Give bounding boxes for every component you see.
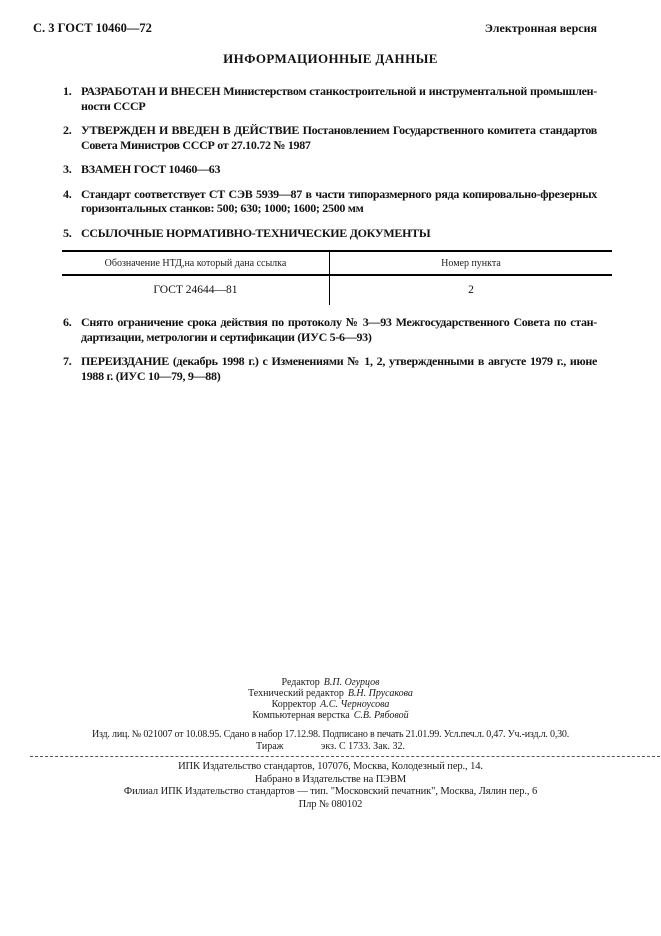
item-number: 5. xyxy=(63,225,72,240)
item-number: 1. xyxy=(63,84,72,98)
item-text: Снято ограничение срока действия по протоколу № 3—93 Межгосударственного Совета по стан- дартизации, метрологии и сертификации (ИУС 5-6—93) xyxy=(81,315,597,344)
table-header-punkt: Номер пункта xyxy=(441,258,501,269)
info-item-7 xyxy=(33,354,597,383)
reference-table xyxy=(62,250,612,305)
credit-name: В.Н. Прусакова xyxy=(347,688,413,699)
info-item-3 xyxy=(33,162,597,177)
item-number: 7. xyxy=(63,354,72,368)
item-number: 2. xyxy=(63,123,72,137)
credit-corrector xyxy=(33,699,628,710)
item-text: ПЕРЕИЗДАНИЕ (декабрь 1998 г.) с Изменениями № 1, 2, утвержденными в августе 1979 г., июне 1988 г. (ИУС 10—79, 9—88) xyxy=(81,354,597,383)
item-text: ВЗАМЕН ГОСТ 10460—63 xyxy=(81,162,221,176)
table-cell-ntd: ГОСТ 24644—81 xyxy=(62,276,330,305)
colophon xyxy=(33,677,628,811)
dashed-divider xyxy=(30,756,660,757)
credit-name: А.С. Черноусова xyxy=(320,699,390,710)
publisher-typeset-note: Набрано в Издательстве на ПЭВМ xyxy=(254,773,407,785)
item-text: ССЫЛОЧНЫЕ НОРМАТИВНО-ТЕХНИЧЕСКИЕ ДОКУМЕНТЫ xyxy=(81,225,431,240)
info-item-2 xyxy=(33,123,597,152)
credit-role: Редактор xyxy=(281,677,320,688)
table-row xyxy=(62,276,612,305)
credit-layout xyxy=(33,710,628,721)
table-header-row xyxy=(62,252,612,276)
imprint-line-2: Тираж экз. С 1733. Зак. 32. xyxy=(255,741,405,752)
item-text: Стандарт соответствует СТ СЭВ 5939—87 в части типоразмерного ряда копировально-фрезерных горизонтальных станков: 500; 630; 1000; 1600; 2500 мм xyxy=(81,186,597,215)
info-items xyxy=(33,84,597,383)
page-header-left: С. 3 ГОСТ 10460—72 xyxy=(33,21,152,35)
info-item-4 xyxy=(33,187,597,216)
publisher-license-number: Плр № 080102 xyxy=(298,798,363,810)
page-header xyxy=(33,21,597,36)
credit-name: С.В. Рябовой xyxy=(353,710,409,721)
credit-role: Корректор xyxy=(271,699,317,710)
info-item-5 xyxy=(33,226,597,241)
publisher-branch: Филиал ИПК Издательство стандартов — тип. "Московский печатник", Москва, Лялин пер., 6 xyxy=(123,786,538,797)
table-header-ntd: Обозначение НТД,на который дана ссылка xyxy=(62,252,330,274)
credits-block xyxy=(33,677,628,721)
item-number: 3. xyxy=(63,162,72,176)
credit-tech-editor xyxy=(33,688,628,699)
credit-role: Технический редактор xyxy=(248,688,344,699)
publisher-address: ИПК Издательство стандартов, 107076, Москва, Колодезный пер., 14. xyxy=(178,761,483,772)
page-header-right: Электронная версия xyxy=(484,21,597,35)
info-item-6 xyxy=(33,315,597,344)
page-title: ИНФОРМАЦИОННЫЕ ДАННЫЕ xyxy=(223,51,438,66)
imprint-line-1: Изд. лиц. № 021007 от 10.08.95. Сдано в набор 17.12.98. Подписано в печать 21.01.99. Усл.печ.л. 0,47. Уч.-изд.л. 0,30. xyxy=(91,729,570,740)
info-item-1 xyxy=(33,84,597,113)
credit-name: В.П. Огурцов xyxy=(323,677,380,688)
credit-role: Компьютерная верстка xyxy=(252,710,350,721)
item-number: 6. xyxy=(63,315,72,329)
item-text: РАЗРАБОТАН И ВНЕСЕН Министерством станкостроительной и инструментальной промышлен- ности СССР xyxy=(81,84,597,113)
item-number: 4. xyxy=(63,186,72,201)
table-cell-punkt: 2 xyxy=(468,284,474,296)
item-text: УТВЕРЖДЕН И ВВЕДЕН В ДЕЙСТВИЕ Постановлением Государственного комитета стандартов Совета Министров СССР от 27.10.72 № 1987 xyxy=(81,123,597,152)
publisher-block xyxy=(33,761,628,811)
credit-editor xyxy=(33,677,628,688)
